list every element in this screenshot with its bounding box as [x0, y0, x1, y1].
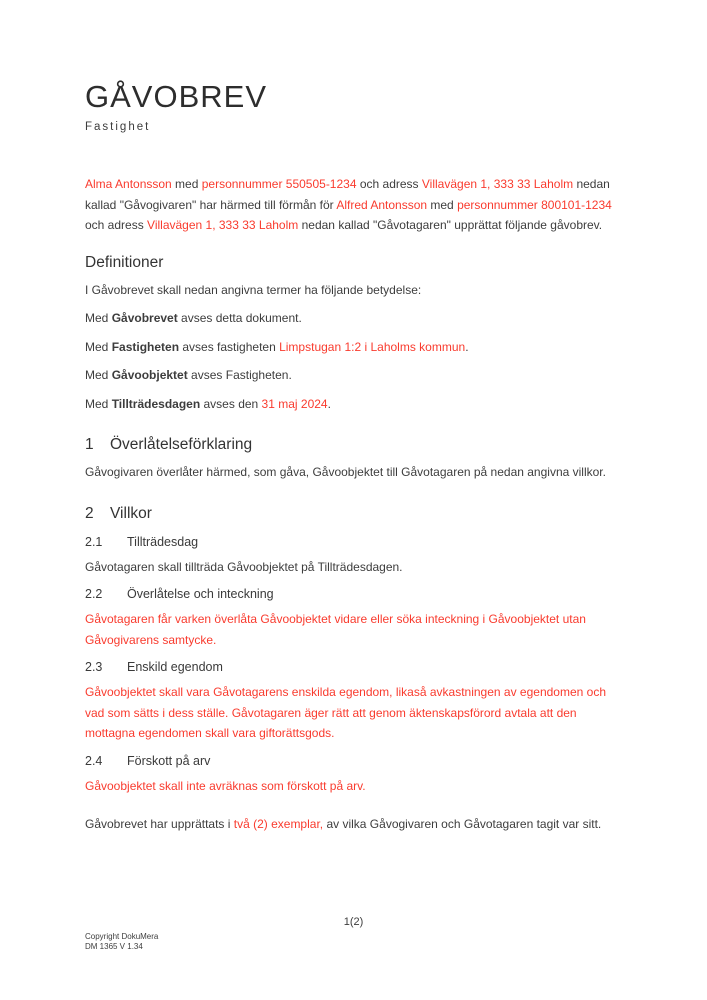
section-2-title: Villkor: [110, 504, 152, 522]
subsection-2-2-title: Överlåtelse och inteckning: [127, 587, 274, 601]
section-2-heading: [85, 503, 622, 525]
text-segment: nedan kallad "Gåvotagaren" upprättat följande gåvobrev.: [298, 218, 603, 232]
highlighted-text: Villavägen 1, 333 33 Laholm: [421, 177, 574, 191]
document-title: GÅVOBREV: [85, 79, 267, 114]
text-segment: Gåvoobjektet: [111, 368, 188, 382]
highlighted-text: Alma Antonsson: [85, 177, 172, 191]
subsection-2-2-paragraph: [85, 609, 622, 650]
text-segment: och adress: [85, 218, 148, 232]
subsection-2-4-heading: [85, 752, 622, 770]
intro-paragraph: [85, 174, 622, 236]
highlighted-text: personnummer 800101-1234: [457, 197, 612, 212]
document-subtitle: Fastighet: [85, 121, 151, 133]
text-segment: Gåvobrevet: [111, 311, 178, 325]
section-1-paragraph: [85, 462, 622, 483]
page-number: 1(2): [343, 916, 364, 928]
definitions-lead: I Gåvobrevet skall nedan angivna termer ha följande betydelse:: [85, 282, 422, 297]
text-segment: avses den: [200, 396, 262, 411]
subsection-2-3-paragraph: [85, 682, 622, 744]
subsection-2-4-title: Förskott på arv: [127, 753, 211, 768]
highlighted-text: Villavägen 1, 333 33 Laholm: [147, 218, 299, 232]
definition-item-fastigheten: [85, 337, 622, 358]
subsection-2-1-heading: [85, 533, 622, 551]
text-segment: Gåvotagaren skall tillträda Gåvoobjektet på Tillträdesdagen.: [85, 559, 403, 574]
highlighted-text: Gåvoobjektet skall inte avräknas som förskott på arv.: [85, 778, 366, 793]
subsection-2-1-paragraph: [85, 557, 622, 578]
text-segment: av vilka Gåvogivaren och Gåvotagaren tagit var sitt.: [323, 817, 602, 831]
highlighted-text: Limpstugan 1:2 i Laholms kommun: [279, 339, 466, 354]
highlighted-text: Gåvoobjektet skall vara Gåvotagarens enskilda egendom, likaså avkastningen av egendomen och vad som sätts i dess ställe. Gåvotagaren äger rätt att genom äktenskapsförord avtala att den mottagna egendomen skall vara giftorättsgods.: [85, 685, 606, 740]
section-1-heading: [85, 434, 622, 456]
subsection-2-1-number: 2.1: [85, 534, 103, 549]
subsection-2-3-heading: [85, 658, 622, 676]
highlighted-text: 31 maj 2024: [261, 396, 328, 411]
text-segment: Fastigheten: [111, 339, 180, 354]
text-segment: avses detta dokument.: [177, 311, 302, 325]
section-2-number: 2: [85, 504, 94, 522]
copyright-line-2: DM 1365 V 1.34: [85, 942, 143, 951]
text-segment: Tillträdesdagen: [111, 396, 201, 411]
closing-paragraph: [85, 814, 622, 835]
definition-item-gavobrevet: [85, 308, 622, 329]
text-segment: Med: [85, 396, 112, 411]
text-segment: med: [171, 177, 202, 191]
highlighted-text: personnummer 550505-1234: [201, 177, 357, 191]
highlighted-text: Gåvotagaren får varken överlåta Gåvoobjektet vidare eller söka inteckning i Gåvoobjektet utan Gåvogivarens samtycke.: [85, 612, 586, 647]
definitions-heading: Definitioner: [85, 253, 164, 271]
text-segment: Gåvogivaren överlåter härmed, som gåva, Gåvoobjektet till Gåvotagaren på nedan angivna villkor.: [85, 465, 606, 479]
text-segment: .: [465, 339, 469, 354]
subsection-2-4-number: 2.4: [85, 753, 103, 768]
text-segment: med: [427, 197, 458, 212]
subsection-2-3-title: Enskild egendom: [127, 660, 223, 674]
section-1-number: 1: [85, 436, 94, 453]
text-segment: Gåvobrevet har upprättats i: [85, 817, 234, 831]
text-segment: Med: [85, 339, 112, 354]
highlighted-text: Alfred Antonsson: [336, 197, 428, 212]
text-segment: och adress: [356, 177, 422, 191]
subsection-2-4-paragraph: [85, 776, 622, 797]
copyright-line-1: Copyright DokuMera: [85, 932, 159, 941]
text-segment: Med: [85, 368, 112, 382]
subsection-2-1-title: Tillträdesdag: [127, 534, 199, 549]
text-segment: avses fastigheten: [179, 339, 280, 354]
subsection-2-3-number: 2.3: [85, 660, 103, 674]
text-segment: Med: [85, 311, 112, 325]
subsection-2-2-heading: [85, 585, 622, 603]
definition-item-tilltradesdagen: [85, 394, 622, 415]
definition-item-gavoobjektet: [85, 365, 622, 386]
text-segment: nedan kallad "Gåvogivaren" har härmed till förmån för: [85, 177, 610, 212]
copyright-block: [85, 932, 158, 952]
section-1-title: Överlåtelseförklaring: [110, 436, 253, 453]
text-segment: avses Fastigheten.: [187, 368, 292, 382]
subsection-2-2-number: 2.2: [85, 587, 103, 601]
text-segment: .: [327, 396, 331, 411]
highlighted-text: två (2) exemplar,: [233, 817, 324, 831]
